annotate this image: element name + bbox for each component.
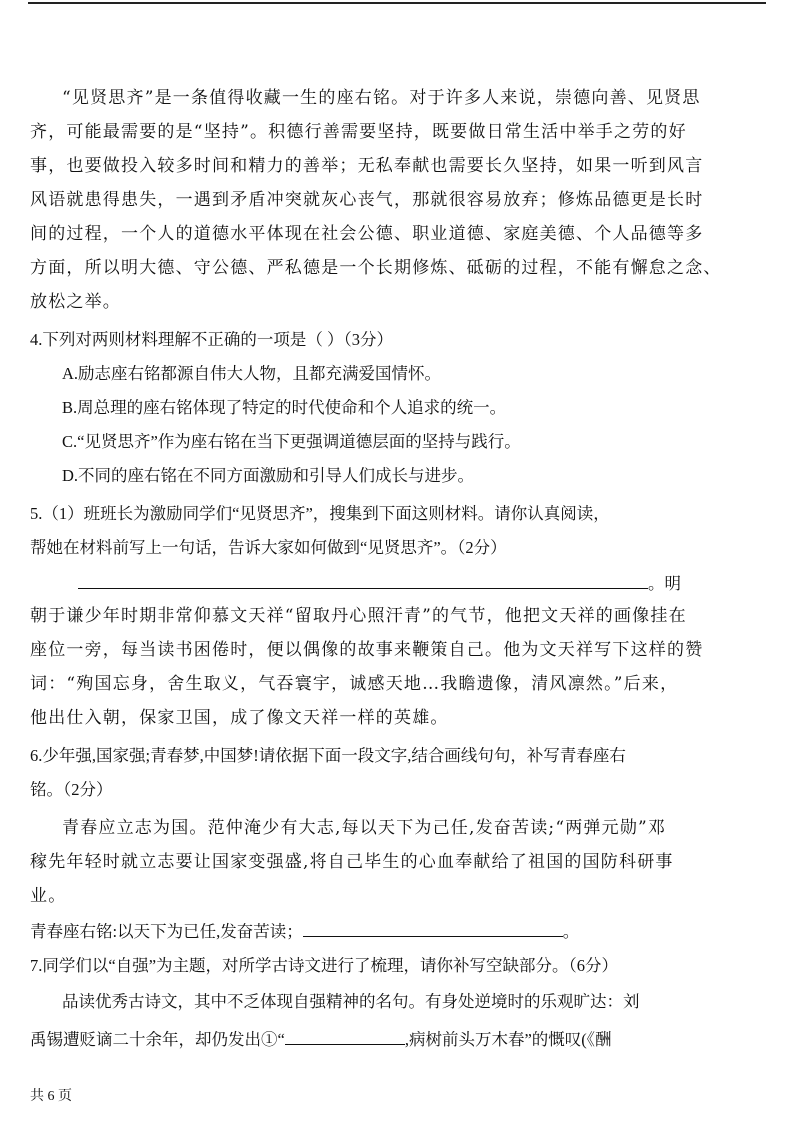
question-5-material-line: 他出仕入朝，保家卫国，成了像文天祥一样的英雄。 [30, 708, 449, 728]
answer-blank[interactable] [78, 572, 648, 589]
question-6-stem: 铭。（2分） [30, 780, 113, 799]
question-6-material-line: 稼先年轻时就立志要让国家变强盛,将自己毕生的心血奉献给了祖国的国防科研事 [30, 852, 674, 872]
question-6-answer-line [30, 920, 579, 942]
answer-blank[interactable] [285, 1028, 405, 1045]
passage-line: 方面，所以明大德、守公德、严私德是一个长期修炼、砥砺的过程，不能有懈怠之念、 [30, 258, 722, 278]
question-6-material-line: 业。 [30, 886, 67, 906]
question-7-line [30, 1028, 612, 1050]
passage-line: 事，也要做投入较多时间和精力的善举；无私奉献也需要长久坚持，如果一听到风言 [30, 156, 704, 176]
question-4-stem: 4.下列对两则材料理解不正确的一项是（ ）（3分） [30, 330, 393, 349]
question-5-stem: 5.（1）班班长为激励同学们“见贤思齐”，搜集到下面这则材料。请你认真阅读， [30, 504, 610, 523]
passage-line: 间的过程，一个人的道德水平体现在社会公德、职业道德、家庭美德、个人品德等多 [30, 224, 704, 244]
page-footer: 共 6 页 [30, 1089, 72, 1104]
answer-blank-tail: 。明 [648, 574, 681, 593]
question-6-material-line: 青春应立志为国。范仲淹少有大志,每以天下为己任,发奋苦读;“两弹元勋”邓 [62, 818, 667, 838]
passage-line: “见贤思齐”是一条值得收藏一生的座右铭。对于许多人来说，崇德向善、见贤思 [62, 88, 701, 108]
question-6-stem: 6.少年强,国家强;青春梦,中国梦!请依据下面一段文字,结合画线句句，补写青春座右 [30, 746, 626, 765]
question-7-line: 品读优秀古诗文，其中不乏体现自强精神的名句。有身处逆境时的乐观旷达：刘 [62, 992, 640, 1011]
passage-line: 风语就患得患失，一遇到矛盾冲突就灰心丧气，那就很容易放弃；修炼品德更是长时 [30, 190, 704, 210]
line-prefix: 禹锡遭贬谪二十余年，却仍发出①“ [30, 1030, 285, 1049]
answer-prefix: 青春座右铭:以天下为已任,发奋苦读； [30, 922, 303, 941]
question-5-material-line: 词：“殉国忘身，舍生取义，气吞寰宇，诚感天地…我瞻遗像，清风凛然。”后来， [30, 674, 679, 694]
question-5-material-line: 座位一旁，每当读书困倦时，便以偶像的故事来鞭策自己。他为文天祥写下这样的赞 [30, 640, 704, 660]
answer-suffix: 。 [562, 922, 580, 941]
question-5-stem: 帮她在材料前写上一句话，告诉大家如何做到“见贤思齐”。（2分） [30, 538, 507, 557]
question-4-option-a: A.励志座右铭都源自伟大人物，且都充满爱国情怀。 [62, 364, 442, 383]
question-4-option-b: B.周总理的座右铭体现了特定的时代使命和个人追求的统一。 [62, 398, 507, 417]
question-7-stem: 7.同学们以“自强”为主题，对所学古诗文进行了梳理，请你补写空缺部分。（6分） [30, 956, 619, 975]
question-4-option-d: D.不同的座右铭在不同方面激励和引导人们成长与进步。 [62, 466, 475, 485]
passage-line: 放松之举。 [30, 292, 121, 312]
question-5-material-line: 朝于谦少年时期非常仰慕文天祥“留取丹心照汗青”的气节，他把文天祥的画像挂在 [30, 606, 687, 626]
passage-line: 齐，可能最需要的是“坚持”。积德行善需要坚持，既要做日常生活中举手之劳的好 [30, 122, 687, 142]
top-rule [28, 2, 766, 4]
line-suffix: ,病树前头万木春”的慨叹(《酬 [404, 1030, 612, 1049]
answer-blank[interactable] [303, 920, 563, 937]
question-4-option-c: C.“见贤思齐”作为座右铭在当下更强调道德层面的坚持与践行。 [62, 432, 521, 451]
question-5-answer-line [78, 572, 681, 594]
